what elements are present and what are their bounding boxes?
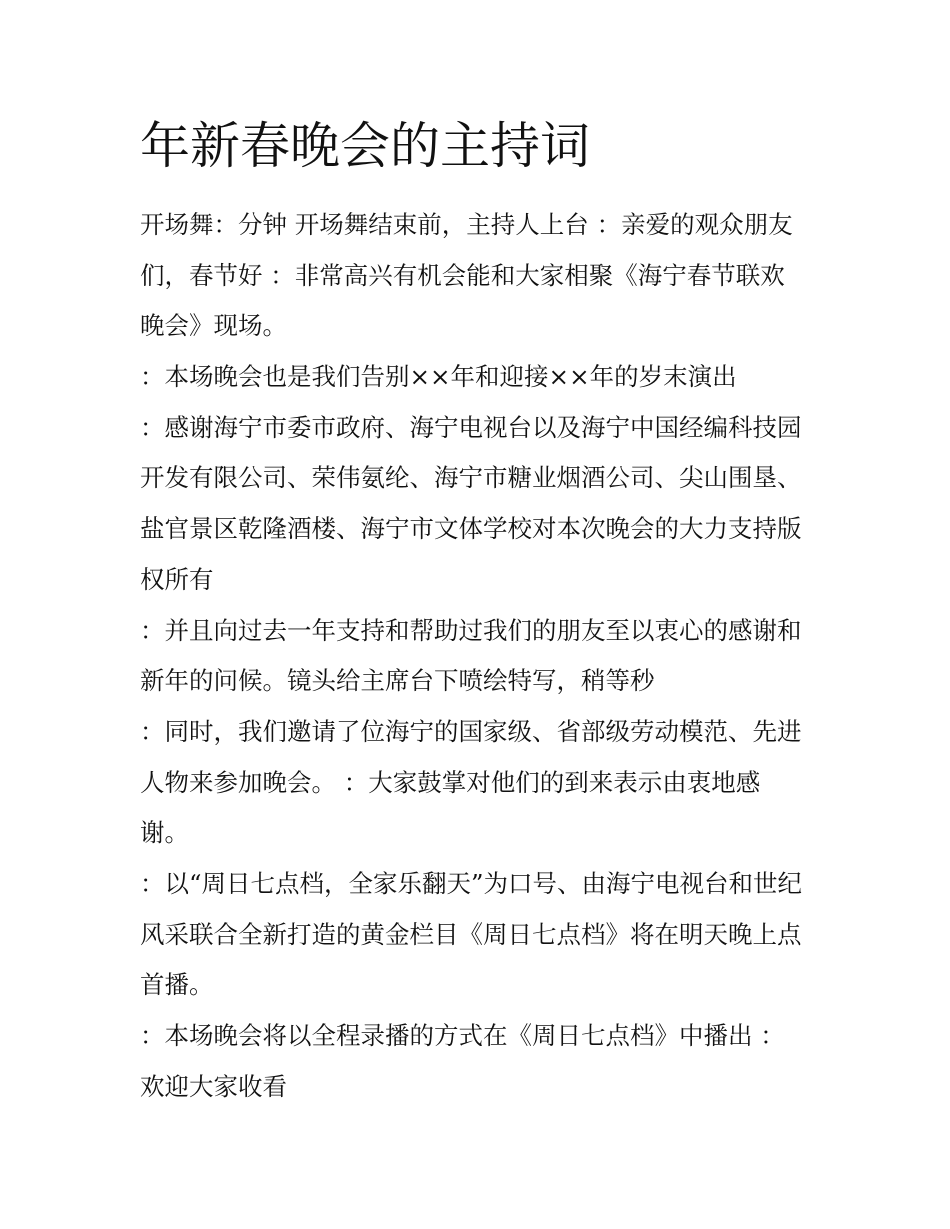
body-line: ：本场晚会也是我们告别××年和迎接××年的岁末演出 (140, 362, 737, 392)
body-line: 风采联合全新打造的黄金栏目《周日七点档》将在明天晚上点 (140, 919, 802, 949)
body-line: 新年的问候。镜头给主席台下喷绘特写，稍等秒 (140, 666, 655, 696)
body-line: 首播。 (140, 970, 214, 1000)
body-line: 们，春节好 ：非常高兴有机会能和大家相聚《海宁春节联欢 (140, 260, 785, 290)
body-line: 开发有限公司、荣伟氨纶、海宁市糖业烟酒公司、尖山围垦、 (140, 463, 802, 493)
body-line: 晚会》现场。 (140, 311, 287, 341)
body-line: ：本场晚会将以全程录播的方式在《周日七点档》中播出 ： (140, 1021, 785, 1050)
document-title: 年新春晚会的主持词 (140, 117, 590, 175)
body-line: 盐官景区乾隆酒楼、海宁市文体学校对本次晚会的大力支持版 (140, 514, 802, 544)
body-line: 权所有 (140, 564, 214, 594)
body-line: ：同时，我们邀请了位海宁的国家级、省部级劳动模范、先进 (140, 716, 802, 746)
body-line: ：以“周日七点档，全家乐翻天”为口号、由海宁电视台和世纪 (140, 868, 803, 898)
document-body (140, 200, 820, 1112)
body-line: ：并且向过去一年支持和帮助过我们的朋友至以衷心的感谢和 (140, 615, 802, 645)
body-line: 欢迎大家收看 (140, 1071, 287, 1101)
body-line: ：感谢海宁市委市政府、海宁电视台以及海宁中国经编科技园 (140, 412, 802, 442)
body-line: 人物来参加晚会。 ：大家鼓掌对他们的到来表示由衷地感 (140, 767, 761, 797)
body-line: 开场舞：分钟 开场舞结束前，主持人上台 ：亲爱的观众朋友 (140, 210, 793, 239)
body-line: 谢。 (140, 818, 189, 848)
